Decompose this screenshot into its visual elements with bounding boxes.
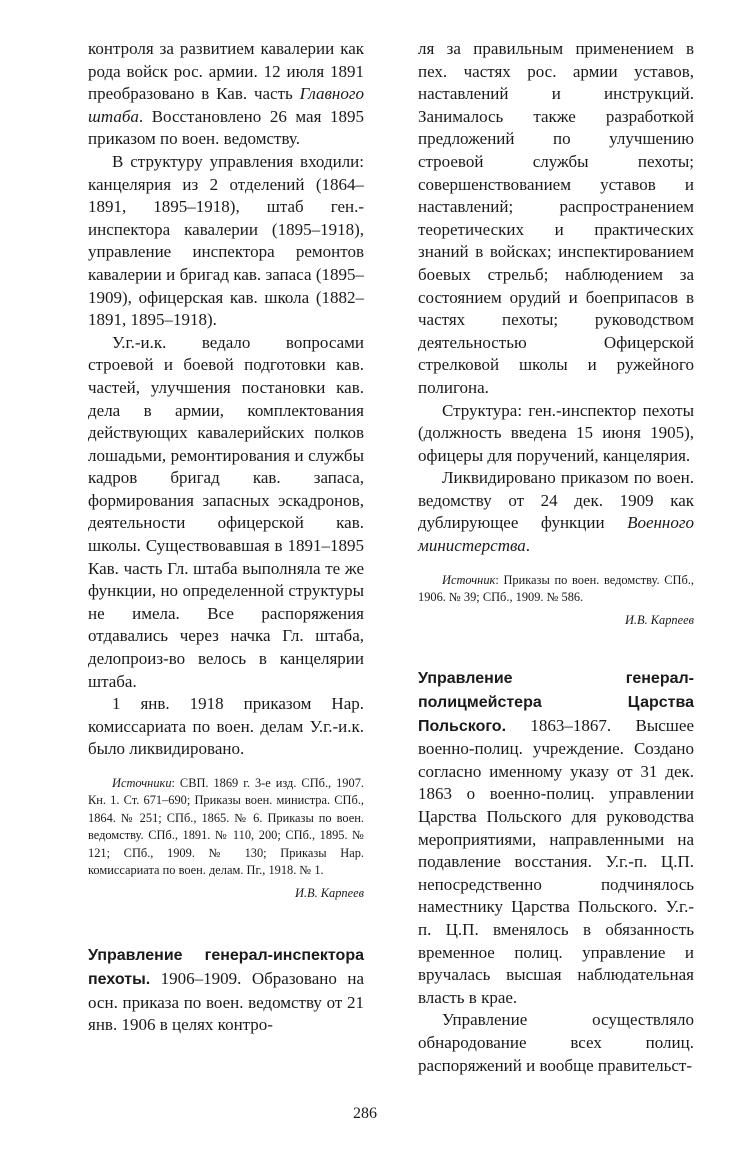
sources-note: Источник: Приказы по воен. ведомству. СПб., 1906. № 39; СПб., 1909. № 586. bbox=[418, 572, 694, 605]
entry-heading: Управление генерал-инспектора пехоты. bbox=[88, 947, 364, 989]
paragraph: Ликвидировано приказом по воен. ведомству от 24 дек. 1909 как дублирующее функции Военного министерства. bbox=[418, 468, 694, 556]
emphasis-link-text: Военного министерства bbox=[418, 513, 694, 556]
author-signature: И.В. Карпеев bbox=[624, 613, 694, 628]
entry-start: Управление генерал-инспектора пехоты. 1906–1909. Образовано на осн. приказа по воен. ведомству от 21 янв. 1906 в целях контро- bbox=[88, 947, 364, 1035]
paragraph: Управление осуществляло обнародование всех полиц. распоряжений и вообще правительст- bbox=[418, 1010, 694, 1075]
paragraph: В структуру управления входили: канцелярия из 2 отделений (1864–1891, 1895–1918), штаб ген.-инспектора кавалерии (1895–1918), управление инспектора ремонтов кавалерии и бригад кав. запаса (1895–1909), офицерская кав. школа (1882–1891, 1895–1918). bbox=[88, 151, 364, 330]
paragraph: контроля за развитием кавалерии как рода войск рос. армии. 12 июля 1891 преобразовано в Кав. часть Главного штаба. Восстановлено 26 мая 1895 приказом по воен. ведомству. bbox=[88, 39, 364, 149]
paragraph: У.г.-и.к. ведало вопросами строевой и боевой подготовки кав. частей, улучшения постановки кав. дела в армии, комплектования действующих кавалерийских полков лошадьми, ремонтирования и службы кадров бригад кав. запаса, формирования запасных эскадронов, деятельности офицерской кав. школы. Существовавшая в 1891–1895 Кав. часть Гл. штаба выполняла те же функции, но определенной структуры не имела. Все распоряжения отдавались через начка Гл. штаба, делопроиз-во велось в канцелярии штаба. bbox=[88, 332, 364, 691]
paragraph: ля за правильным применением в пех. частях рос. армии уставов, наставлений и инструкций. Занималось также разработкой предложений по улучшению строевой службы пехоты; совершенствованием уставов и наставлений; распространением теоретических и практических знаний в войсках; инспектированием боевых стрельб; наблюдением за состоянием орудий и боеприпасов в частях пехоты; руководством деятельностью Офицерской стрелковой школы и ружейного полигона. bbox=[418, 39, 694, 397]
paragraph: 1 янв. 1918 приказом Нар. комиссариата по воен. делам У.г.-и.к. было ликвидировано. bbox=[88, 694, 364, 759]
entry-heading: Управление генерал-полицмейстера Царства Польского. bbox=[418, 670, 694, 735]
page-number: 286 bbox=[353, 1105, 377, 1122]
entry-start: Управление генерал-полицмейстера Царства Польского. 1863–1867. Высшее военно-полиц. учреждение. Создано согласно именному указу от 31 дек. 1863 о военно-полиц. управлении Царства Польского для руководства мероприятиями, направленными на подавление восстания. У.г.-п. Ц.П. непосредственно подчинялось наместнику Царства Польского. У.г.-п. Ц.П. вменялось в обязанность временное полиц. управление и вручалась высшая наблюдательная власть в крае. bbox=[418, 670, 694, 1007]
sources-note: Источники: СВП. 1869 г. 3-е изд. СПб., 1907. Кн. 1. Ст. 671–690; Приказы воен. министра. СПб., 1864. № 251; СПб., 1865. № 6. Приказы по воен. ведомству. СПб., 1891. № 110, 200; СПб., 1895. № 121; СПб., 1909. № 130; Приказы Нар. комиссариата по воен. делам. Пг., 1918. № 1. bbox=[88, 776, 364, 878]
emphasis-link-text: Главного штаба bbox=[88, 84, 364, 126]
left-column bbox=[88, 38, 364, 1037]
paragraph: Структура: ген.-инспектор пехоты (должность введена 15 июня 1905), офицеры для поручений, канцелярия. bbox=[418, 400, 694, 465]
right-column bbox=[418, 38, 694, 1077]
author-signature: И.В. Карпеев bbox=[294, 886, 364, 901]
